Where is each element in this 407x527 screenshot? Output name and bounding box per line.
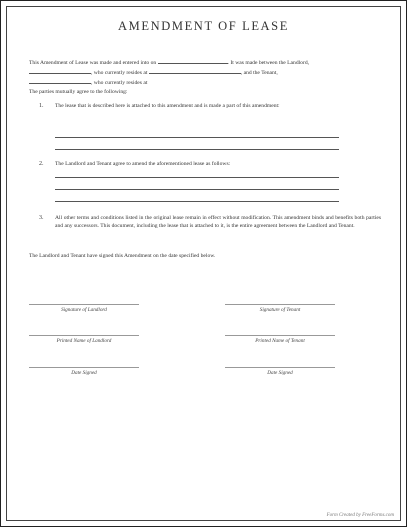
- intro-text-2: It was made between the Landlord,: [230, 60, 310, 66]
- intro-text-5: , who currently resides at: [91, 79, 148, 86]
- item-3-number: 3.: [39, 215, 44, 221]
- landlord-name-blank[interactable]: [29, 68, 91, 74]
- item-1-line-1[interactable]: [55, 137, 339, 138]
- item-1-number: 1.: [39, 103, 44, 109]
- item-1-line-2[interactable]: [55, 149, 339, 150]
- landlord-signature-line[interactable]: [29, 304, 139, 305]
- tenant-printed-name-line[interactable]: [225, 335, 335, 336]
- intro-text-4: , and the Tenant,: [240, 69, 278, 76]
- item-1-text: The lease that is described here is attached to this amendment and is made a part of this amendment:: [55, 103, 280, 109]
- tenant-printed-name-caption: Printed Name of Tenant: [255, 338, 305, 344]
- item-2-line-1[interactable]: [55, 177, 339, 178]
- item-3-text: All other terms and conditions listed in the original lease remain in effect without modification. This amendment binds and benefits both parties and any successors. This document, including the lease that is attached to it, is the entire agreement between the Landlord and Tenant.: [55, 215, 381, 229]
- signed-line: The Landlord and Tenant have signed this Amendment on the date specified below.: [29, 253, 216, 259]
- item-2-number: 2.: [39, 161, 44, 167]
- document-title: AMENDMENT OF LEASE: [118, 19, 289, 33]
- item-2-line-3[interactable]: [55, 201, 339, 202]
- intro-paragraph: This Amendment of Lease was made and entered into on . It was made between the Landlord, , who currently resides at , and the Tenant, , who currently resides at: [29, 60, 310, 86]
- landlord-date-line[interactable]: [29, 367, 139, 368]
- landlord-date-caption: Date Signed: [71, 370, 97, 376]
- date-blank[interactable]: [158, 58, 228, 64]
- landlord-printed-name-line[interactable]: [29, 335, 139, 336]
- intro-text-1: This Amendment of Lease was made and entered into on: [29, 60, 157, 66]
- tenant-signature-line[interactable]: [225, 304, 335, 305]
- agree-line: The parties mutually agree to the following:: [29, 89, 128, 95]
- tenant-signature-caption: Signature of Tenant: [259, 307, 301, 313]
- form-footer: Form Created by FreeForms.com: [326, 513, 394, 518]
- tenant-date-line[interactable]: [225, 367, 335, 368]
- item-2-line-2[interactable]: [55, 189, 339, 190]
- item-2-text: The Landlord and Tenant agree to amend the aforementioned lease as follows:: [55, 161, 231, 167]
- landlord-signature-caption: Signature of Landlord: [61, 307, 107, 313]
- landlord-address-blank[interactable]: [149, 68, 241, 74]
- tenant-name-blank[interactable]: [29, 78, 91, 84]
- intro-text-3: , who currently resides at: [91, 69, 148, 76]
- tenant-date-caption: Date Signed: [267, 370, 293, 376]
- landlord-printed-name-caption: Printed Name of Landlord: [56, 338, 112, 344]
